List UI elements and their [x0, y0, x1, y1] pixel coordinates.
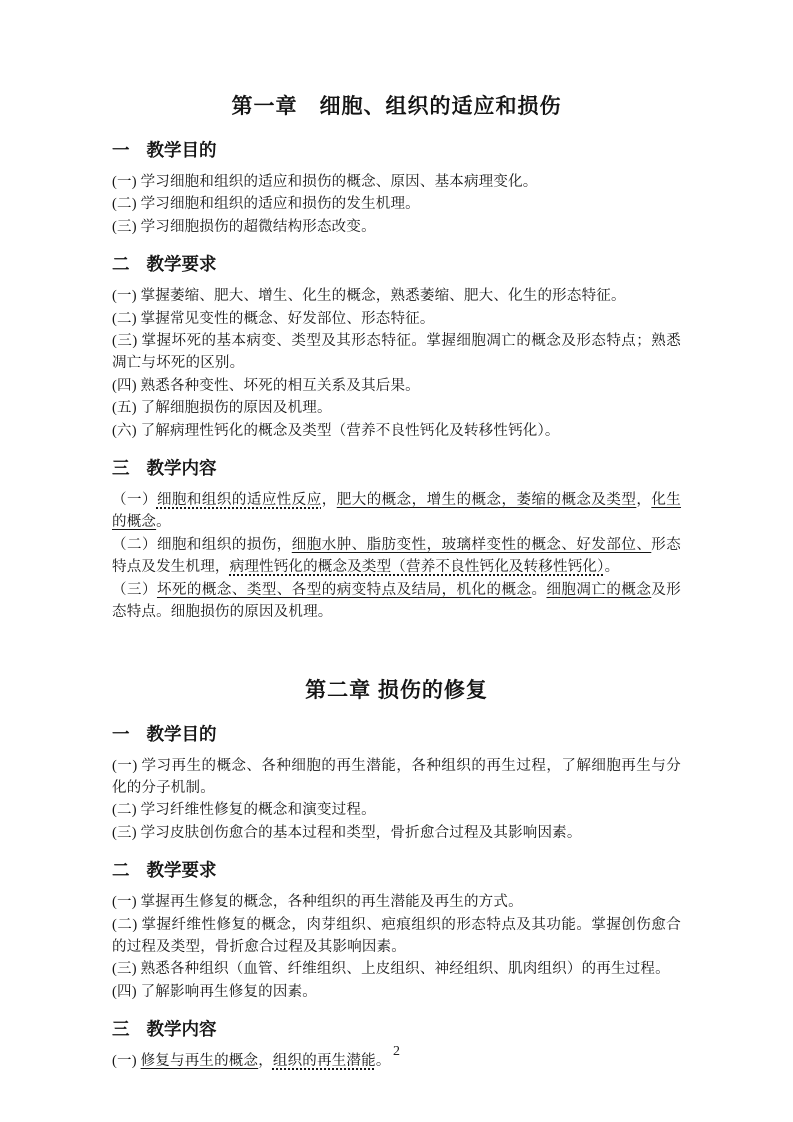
- text-run: (一) 学习细胞和组织的适应和损伤的概念、原因、基本病理变化。: [112, 174, 538, 190]
- list-item: [112, 285, 681, 307]
- section-number: 二: [112, 860, 130, 881]
- underlined-term: 修复与再生的概念: [140, 1053, 259, 1070]
- list-item: [112, 822, 681, 844]
- document-body: [112, 92, 681, 1073]
- list-item: [112, 330, 681, 375]
- section-heading: [112, 138, 681, 162]
- underlined-term: 肥大的概念，增生的概念，萎缩的概念及类型: [336, 492, 637, 509]
- text-run: (二) 学习纤维性修复的概念和演变过程。: [112, 802, 376, 819]
- page-number: 2: [393, 1044, 400, 1059]
- underlined-term: 组织的再生潜能: [272, 1053, 376, 1070]
- text-run: ，: [321, 492, 337, 509]
- list-item: [112, 193, 681, 215]
- section-number: 一: [112, 140, 130, 160]
- list-item: [112, 171, 681, 193]
- text-run: （一）: [112, 492, 157, 509]
- text-run: （三）: [112, 581, 157, 598]
- text-run: ，: [636, 492, 652, 509]
- section-heading: [112, 456, 681, 480]
- list-item: [112, 308, 681, 330]
- section-number: 三: [112, 1019, 130, 1040]
- chapter: [112, 676, 681, 1073]
- underlined-term: 细胞水肿、脂肪变性，玻璃样变性的概念、好发部位、: [291, 536, 652, 553]
- text-run: (四) 熟悉各种变性、坏死的相互关系及其后果。: [112, 377, 420, 394]
- text-run: 。: [375, 1053, 391, 1070]
- list-item: [112, 755, 681, 800]
- text-run: 。: [531, 581, 547, 598]
- text-run: 及形态特点。细胞损伤的原因及机理。: [112, 581, 682, 621]
- list-item: [112, 397, 681, 419]
- section-heading: [112, 858, 681, 882]
- text-run: (二) 学习细胞和组织的适应和损伤的发生机理。: [112, 196, 420, 213]
- list-item: [112, 216, 681, 238]
- text-run: (六) 了解病理性钙化的概念及类型（营养不良性钙化及转移性钙化）。: [112, 422, 560, 439]
- text-run: (四) 了解影响再生修复的因素。: [112, 983, 317, 1000]
- text-run: ，: [258, 1053, 273, 1070]
- section-heading-label: 教学目的: [146, 723, 217, 744]
- section-number: 三: [112, 458, 130, 479]
- text-run: (一) 学习再生的概念、各种细胞的再生潜能，各种组织的再生过程，了解细胞再生与分化的分子机制。: [112, 757, 681, 796]
- section-heading-label: 教学要求: [146, 860, 217, 881]
- text-run: (一): [112, 1053, 141, 1070]
- list-item: [112, 489, 681, 534]
- list-item: [112, 375, 681, 397]
- section-heading: [112, 252, 681, 276]
- text-run: (三) 掌握坏死的基本病变、类型及其形态特征。掌握细胞凋亡的概念及形态特点；熟悉凋亡与坏死的区别。: [112, 333, 681, 372]
- underlined-term: 化生的概念: [112, 492, 682, 531]
- underlined-term: 细胞和组织的适应性反应: [156, 492, 322, 509]
- text-run: （二）细胞和组织的损伤，: [112, 536, 292, 553]
- section-number: 二: [112, 254, 130, 275]
- text-run: (五) 了解细胞损伤的原因及机理。: [112, 400, 332, 417]
- chapter: [112, 92, 681, 624]
- chapter-title: 第二章 损伤的修复: [305, 678, 488, 702]
- list-item: [112, 981, 681, 1003]
- list-item: [112, 534, 681, 579]
- section-heading: [112, 722, 681, 746]
- text-run: (三) 学习细胞损伤的超微结构形态改变。: [112, 218, 376, 235]
- underlined-term: 坏死的概念、类型、各型的病变特点及结局，机化的概念: [156, 581, 532, 598]
- underlined-term: 病理性钙化的概念及类型（营养不良性钙化及转移性钙化）: [229, 559, 605, 576]
- text-run: (三) 熟悉各种组织（血管、纤维组织、上皮组织、神经组织、肌肉组织）的再生过程。: [112, 961, 670, 978]
- text-run: 。: [604, 559, 620, 576]
- section-heading-label: 教学内容: [146, 458, 217, 479]
- list-item: [112, 914, 681, 959]
- text-run: (二) 掌握常见变性的概念、好发部位、形态特征。: [112, 310, 435, 327]
- text-run: 。: [156, 514, 171, 531]
- list-item: [112, 891, 681, 913]
- list-item: [112, 420, 681, 442]
- section-heading: [112, 1017, 681, 1041]
- section-heading-label: 教学目的: [146, 140, 217, 160]
- chapter-title: 第一章 细胞、组织的适应和损伤: [231, 95, 562, 118]
- section-number: 一: [112, 723, 130, 744]
- section-heading-label: 教学要求: [146, 254, 217, 275]
- list-item: [112, 799, 681, 821]
- text-run: 形态特点及发生机理，: [112, 536, 681, 576]
- text-run: (一) 掌握再生修复的概念，各种组织的再生潜能及再生的方式。: [112, 894, 523, 911]
- list-item: [112, 958, 681, 980]
- section-heading-label: 教学内容: [146, 1019, 217, 1040]
- text-run: (一) 掌握萎缩、肥大、增生、化生的概念，熟悉萎缩、肥大、化生的形态特征。: [112, 288, 626, 305]
- text-run: (三) 学习皮肤创伤愈合的基本过程和类型，骨折愈合过程及其影响因素。: [112, 824, 582, 841]
- list-item: [112, 579, 681, 624]
- underlined-term: 细胞凋亡的概念: [546, 581, 652, 598]
- text-run: (二) 掌握纤维性修复的概念，肉芽组织、疤痕组织的形态特点及其功能。掌握创伤愈合的过程及类型，骨折愈合过程及其影响因素。: [112, 916, 681, 955]
